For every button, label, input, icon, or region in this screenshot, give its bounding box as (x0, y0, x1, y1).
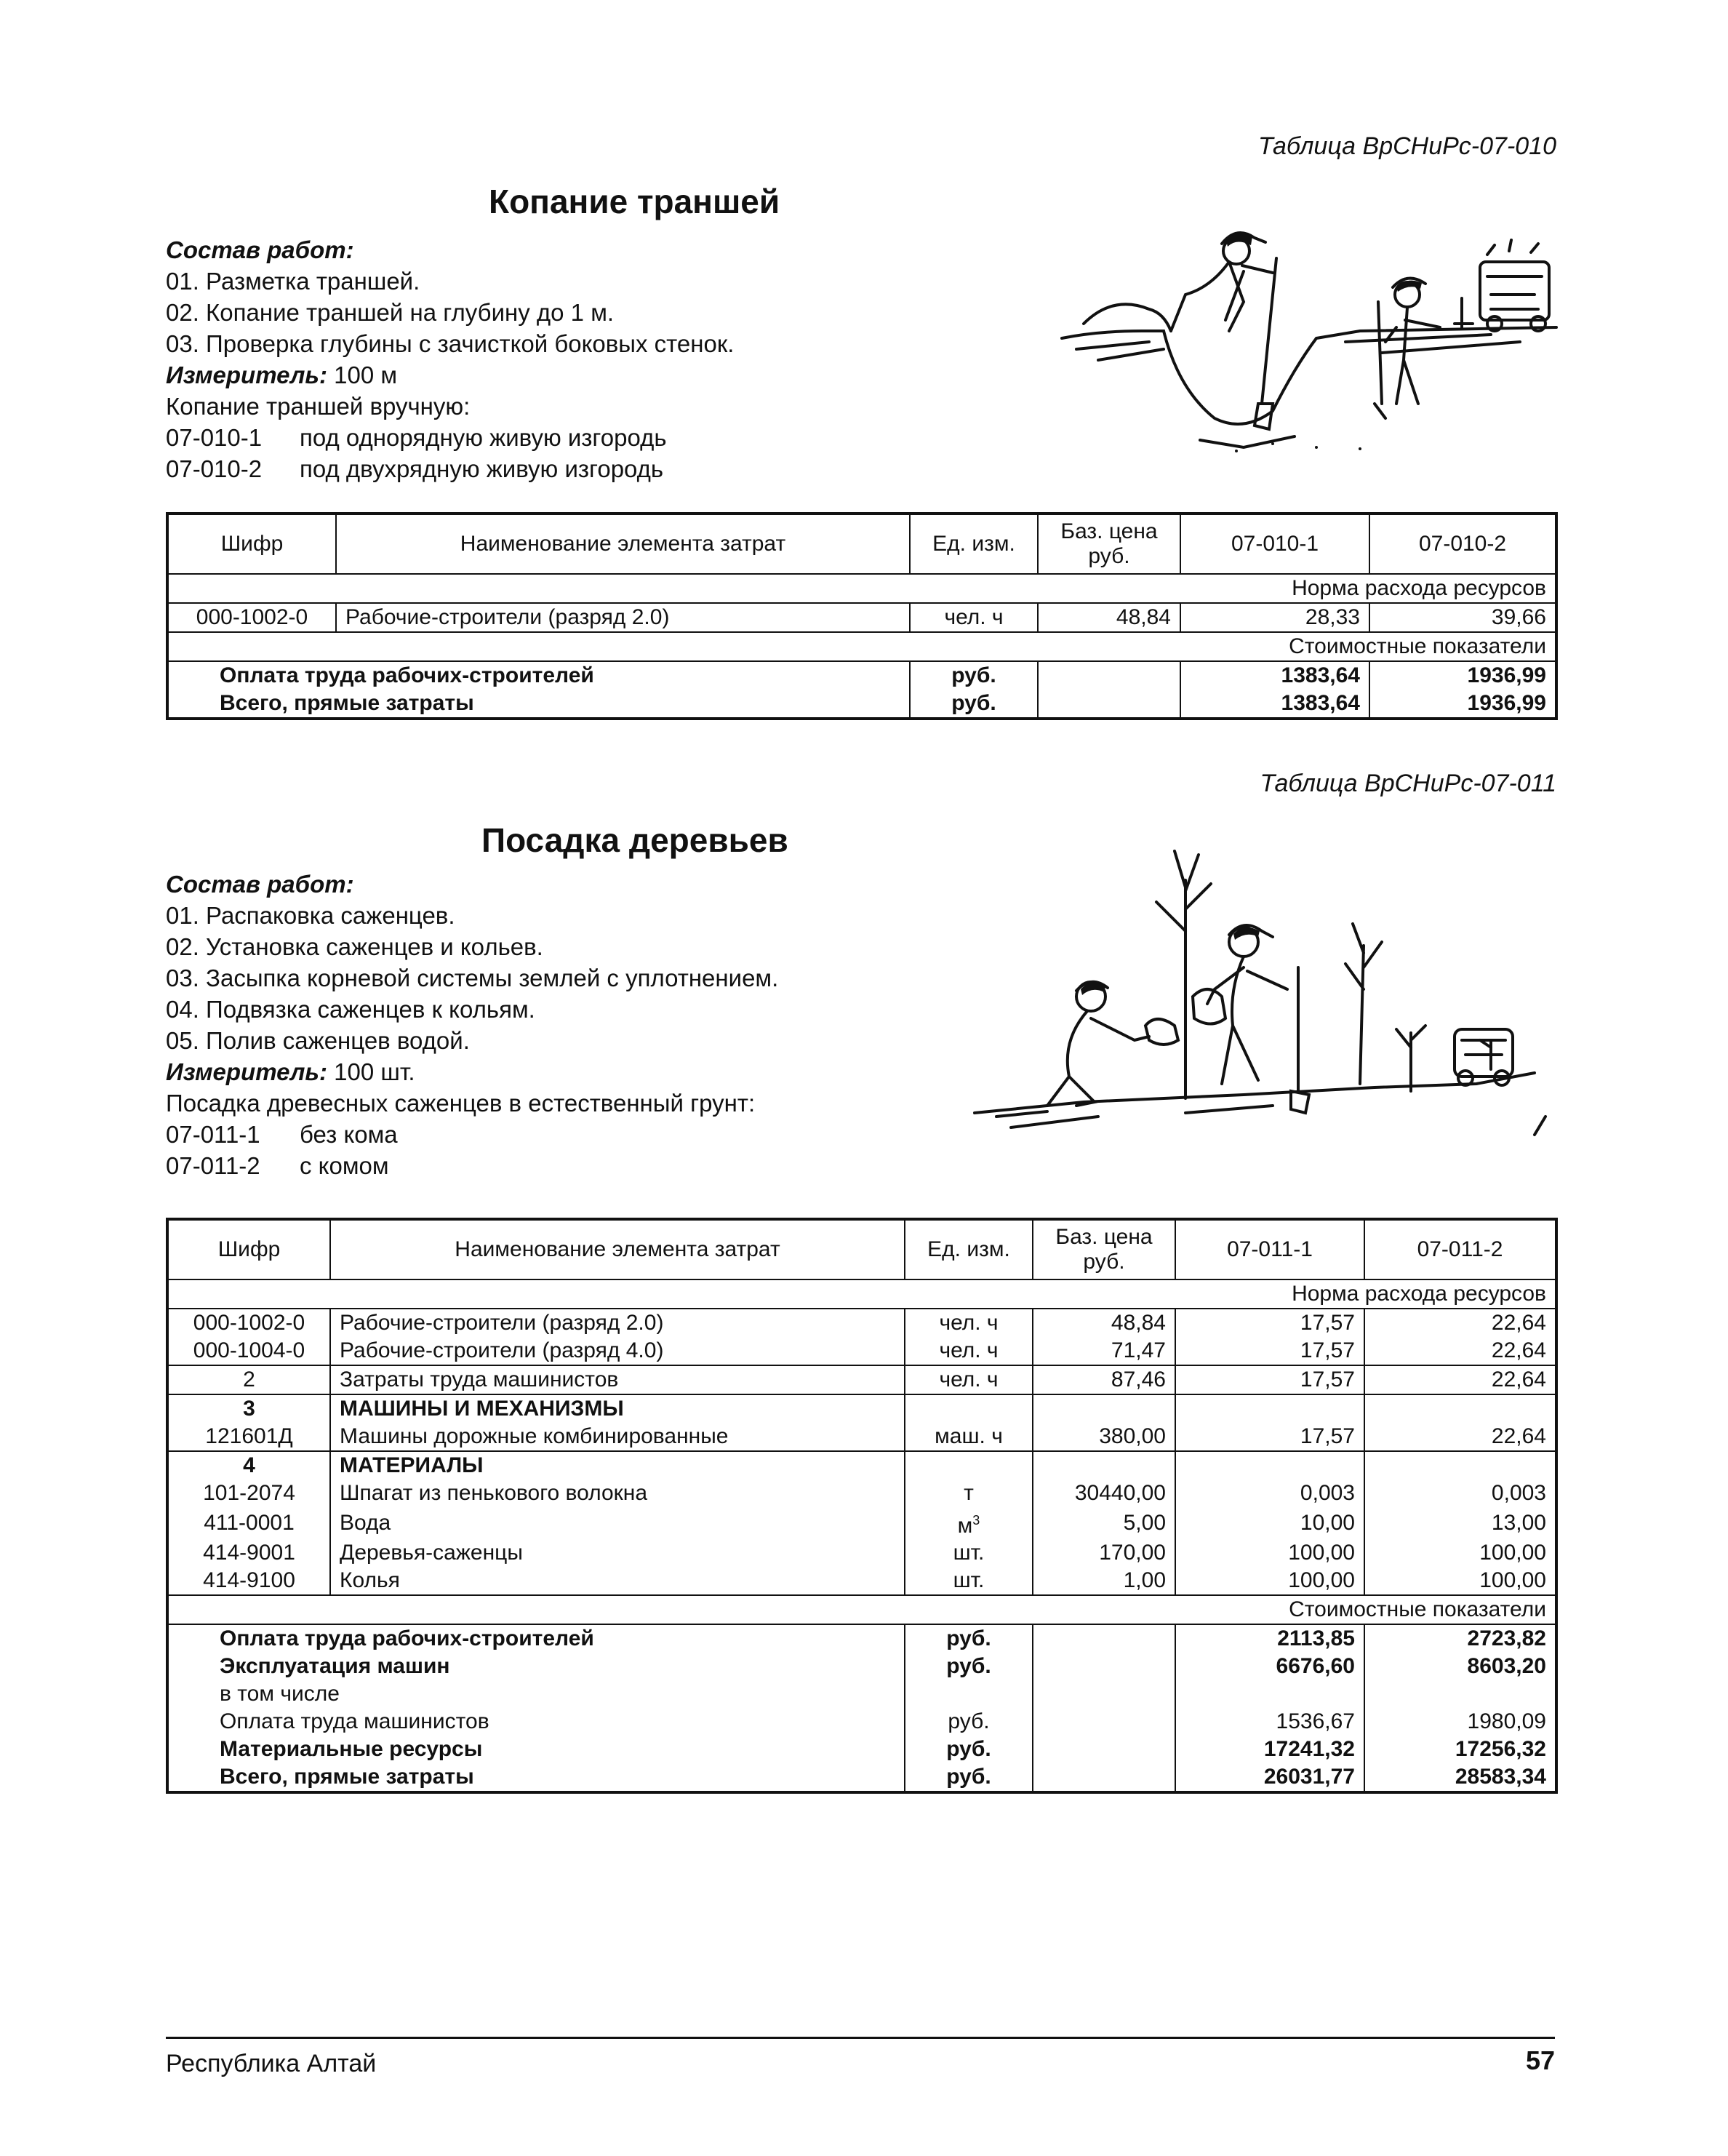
measure-value: 100 м (327, 362, 398, 388)
total-name: Эксплуатация машин (167, 1653, 905, 1680)
row-unit: $м^3$ (905, 1507, 1033, 1539)
row-name: Рабочие-строители (разряд 2.0) (336, 603, 910, 632)
header-price: Баз. цена руб. (1033, 1219, 1175, 1279)
table-header-row (167, 514, 1556, 574)
total-name: Оплата труда рабочих-строителей (167, 1624, 905, 1653)
measure-label: Измеритель: (166, 362, 327, 388)
work-item: 04. Подвязка саженцев к кольям. (166, 996, 535, 1023)
row-code: 2 (167, 1365, 330, 1394)
row-price (1033, 1451, 1175, 1480)
total-price (1033, 1736, 1175, 1763)
total-price (1033, 1763, 1175, 1792)
header-unit: Ед. изм. (905, 1219, 1033, 1279)
section-title: Посадка деревьев (481, 821, 788, 859)
total-row (167, 661, 1556, 690)
section-row-norm (167, 1279, 1556, 1309)
works-heading: Состав работ: (166, 236, 354, 263)
variant-desc: с комом (300, 1152, 389, 1179)
section-label: Стоимостные показатели (167, 1595, 1556, 1624)
row-price: 30440,00 (1033, 1480, 1175, 1507)
method-line: Копание траншей вручную: (166, 393, 471, 420)
total-row (167, 1624, 1556, 1653)
row-value-1 (1175, 1394, 1364, 1423)
row-code: 414-9001 (167, 1539, 330, 1567)
tree-planting-illustration (967, 822, 1564, 1142)
work-item: 03. Засыпка корневой системы землей с уплотнением. (166, 965, 779, 991)
total-name: в том числе (167, 1680, 905, 1708)
row-value-2: 0,003 (1364, 1480, 1556, 1507)
row-price: 87,46 (1033, 1365, 1175, 1394)
variant-code: 07-010-2 (166, 455, 263, 482)
header-variant-1: 07-010-1 (1180, 514, 1369, 574)
work-description (166, 869, 778, 1181)
row-name: Вода (330, 1507, 905, 1539)
total-value-1: 26031,77 (1175, 1763, 1364, 1792)
header-variant-2: 07-011-2 (1364, 1219, 1556, 1279)
row-unit: маш. ч (905, 1423, 1033, 1451)
footer-region: Республика Алтай (166, 2050, 377, 2077)
work-item: 02. Установка саженцев и кольев. (166, 933, 543, 960)
variant-desc: без кома (300, 1121, 398, 1148)
variant-line (166, 1150, 778, 1181)
row-name: Машины дорожные комбинированные (330, 1423, 905, 1451)
measure-line (166, 359, 734, 391)
header-variant-1: 07-011-1 (1175, 1219, 1364, 1279)
row-code: 121601Д (167, 1423, 330, 1451)
row-price: 1,00 (1033, 1567, 1175, 1595)
row-value-2: 100,00 (1364, 1567, 1556, 1595)
total-price (1033, 1653, 1175, 1680)
measure-label: Измеритель: (166, 1058, 327, 1085)
total-price (1038, 661, 1180, 690)
row-value-2: 22,64 (1364, 1423, 1556, 1451)
table-row (167, 1539, 1556, 1567)
row-value-1: 17,57 (1175, 1337, 1364, 1365)
variant-desc: под однорядную живую изгородь (300, 424, 667, 451)
work-item: 01. Разметка траншей. (166, 268, 420, 295)
row-name: МАТЕРИАЛЫ (330, 1451, 905, 1480)
total-unit: руб. (905, 1736, 1033, 1763)
variant-line (166, 453, 734, 484)
row-unit: чел. ч (905, 1365, 1033, 1394)
measure-line (166, 1056, 778, 1087)
table-group-row (167, 1394, 1556, 1423)
row-unit (905, 1394, 1033, 1423)
row-value-1: 28,33 (1180, 603, 1369, 632)
table-row (167, 603, 1556, 632)
table-row (167, 1309, 1556, 1337)
total-row (167, 1680, 1556, 1708)
row-name: Колья (330, 1567, 905, 1595)
row-name: Шпагат из пенькового волокна (330, 1480, 905, 1507)
total-value-1: 1383,64 (1180, 661, 1369, 690)
total-value-1: 6676,60 (1175, 1653, 1364, 1680)
total-name: Оплата труда рабочих-строителей (167, 661, 910, 690)
row-value-1 (1175, 1451, 1364, 1480)
total-unit: руб. (905, 1624, 1033, 1653)
total-value-2: 8603,20 (1364, 1653, 1556, 1680)
variant-line (166, 422, 734, 453)
total-unit (905, 1680, 1033, 1708)
section-row-cost (167, 1595, 1556, 1624)
variant-desc: под двухрядную живую изгородь (300, 455, 664, 482)
row-unit: чел. ч (910, 603, 1038, 632)
row-code: 4 (167, 1451, 330, 1480)
table-row (167, 1423, 1556, 1451)
total-row (167, 690, 1556, 719)
row-name: МАШИНЫ И МЕХАНИЗМЫ (330, 1394, 905, 1423)
total-name: Оплата труда машинистов (167, 1708, 905, 1736)
table-label: Таблица ВрСНиРс-07-011 (1260, 770, 1556, 797)
row-unit (905, 1451, 1033, 1480)
total-price (1033, 1624, 1175, 1653)
row-unit: чел. ч (905, 1309, 1033, 1337)
total-name: Всего, прямые затраты (167, 1763, 905, 1792)
row-price: 5,00 (1033, 1507, 1175, 1539)
section-row-norm (167, 574, 1556, 603)
row-value-1: 0,003 (1175, 1480, 1364, 1507)
total-unit: руб. (910, 661, 1038, 690)
row-name: Затраты труда машинистов (330, 1365, 905, 1394)
row-price (1033, 1394, 1175, 1423)
variant-code: 07-010-1 (166, 424, 263, 451)
row-value-1: 17,57 (1175, 1365, 1364, 1394)
row-code: 000-1002-0 (167, 603, 336, 632)
row-value-2 (1364, 1451, 1556, 1480)
work-item: 05. Полив саженцев водой. (166, 1027, 470, 1054)
works-heading: Состав работ: (166, 871, 354, 898)
measure-value: 100 шт. (327, 1058, 415, 1085)
total-value-1: 1383,64 (1180, 690, 1369, 719)
cost-table (166, 512, 1558, 720)
work-item: 01. Распаковка саженцев. (166, 902, 455, 929)
total-value-2: 2723,82 (1364, 1624, 1556, 1653)
variant-code: 07-011-2 (166, 1152, 260, 1179)
total-value-1: 1536,67 (1175, 1708, 1364, 1736)
total-name: Материальные ресурсы (167, 1736, 905, 1763)
row-value-2: 13,00 (1364, 1507, 1556, 1539)
row-value-2: 22,64 (1364, 1365, 1556, 1394)
row-unit: шт. (905, 1567, 1033, 1595)
total-unit: руб. (905, 1708, 1033, 1736)
row-unit: т (905, 1480, 1033, 1507)
section-label: Стоимостные показатели (167, 632, 1556, 661)
cost-table (166, 1218, 1558, 1794)
table-header-row (167, 1219, 1556, 1279)
row-code: 3 (167, 1394, 330, 1423)
row-price: 380,00 (1033, 1423, 1175, 1451)
work-item: 03. Проверка глубины с зачисткой боковых стенок. (166, 330, 735, 357)
table-row (167, 1507, 1556, 1539)
row-value-2: 22,64 (1364, 1309, 1556, 1337)
section-label: Норма расхода ресурсов (167, 574, 1556, 603)
total-row (167, 1763, 1556, 1792)
variant-code: 07-011-1 (166, 1121, 260, 1148)
table-row (167, 1480, 1556, 1507)
header-code: Шифр (167, 514, 336, 574)
row-code: 000-1002-0 (167, 1309, 330, 1337)
row-name: Рабочие-строители (разряд 2.0) (330, 1309, 905, 1337)
total-unit: руб. (905, 1653, 1033, 1680)
row-value-1: 100,00 (1175, 1539, 1364, 1567)
trench-digging-illustration (1055, 185, 1564, 462)
row-value-2: 39,66 (1369, 603, 1556, 632)
row-code: 000-1004-0 (167, 1337, 330, 1365)
row-value-1: 10,00 (1175, 1507, 1364, 1539)
total-value-2: 17256,32 (1364, 1736, 1556, 1763)
header-name: Наименование элемента затрат (330, 1219, 905, 1279)
header-price: Баз. цена руб. (1038, 514, 1180, 574)
row-value-2: 100,00 (1364, 1539, 1556, 1567)
row-value-1: 100,00 (1175, 1567, 1364, 1595)
header-unit: Ед. изм. (910, 514, 1038, 574)
total-name: Всего, прямые затраты (167, 690, 910, 719)
total-row (167, 1708, 1556, 1736)
total-price (1038, 690, 1180, 719)
row-code: 101-2074 (167, 1480, 330, 1507)
total-row (167, 1736, 1556, 1763)
table-row (167, 1365, 1556, 1394)
total-value-1: 2113,85 (1175, 1624, 1364, 1653)
variant-line (166, 1119, 778, 1150)
row-value-1: 17,57 (1175, 1309, 1364, 1337)
total-value-2: 28583,34 (1364, 1763, 1556, 1792)
total-value-2: 1980,09 (1364, 1708, 1556, 1736)
work-item: 02. Копание траншей на глубину до 1 м. (166, 299, 615, 326)
row-price: 48,84 (1033, 1309, 1175, 1337)
total-price (1033, 1708, 1175, 1736)
page-number: 57 (1525, 2045, 1555, 2075)
footer-divider (166, 2037, 1555, 2039)
method-line: Посадка древесных саженцев в естественный грунт: (166, 1090, 756, 1117)
row-price: 170,00 (1033, 1539, 1175, 1567)
row-price: 71,47 (1033, 1337, 1175, 1365)
row-value-1: 17,57 (1175, 1423, 1364, 1451)
row-value-2 (1364, 1394, 1556, 1423)
row-code: 411-0001 (167, 1507, 330, 1539)
section-label: Норма расхода ресурсов (167, 1279, 1556, 1309)
header-variant-2: 07-010-2 (1369, 514, 1556, 574)
total-unit: руб. (905, 1763, 1033, 1792)
total-value-2 (1364, 1680, 1556, 1708)
row-value-2: 22,64 (1364, 1337, 1556, 1365)
total-value-1 (1175, 1680, 1364, 1708)
unit-superscript: 3 (972, 1513, 980, 1528)
table-group-row (167, 1451, 1556, 1480)
row-name: Рабочие-строители (разряд 4.0) (330, 1337, 905, 1365)
total-value-2: 1936,99 (1369, 690, 1556, 719)
total-row (167, 1653, 1556, 1680)
total-value-1: 17241,32 (1175, 1736, 1364, 1763)
table-row (167, 1337, 1556, 1365)
work-description (166, 234, 734, 484)
row-price: 48,84 (1038, 603, 1180, 632)
total-price (1033, 1680, 1175, 1708)
header-code: Шифр (167, 1219, 330, 1279)
section-row-cost (167, 632, 1556, 661)
section-title: Копание траншей (489, 183, 780, 220)
row-name: Деревья-саженцы (330, 1539, 905, 1567)
total-unit: руб. (910, 690, 1038, 719)
header-name: Наименование элемента затрат (336, 514, 910, 574)
row-unit: шт. (905, 1539, 1033, 1567)
table-label: Таблица ВрСНиРс-07-010 (1257, 132, 1556, 160)
row-code: 414-9100 (167, 1567, 330, 1595)
total-value-2: 1936,99 (1369, 661, 1556, 690)
row-unit: чел. ч (905, 1337, 1033, 1365)
table-row (167, 1567, 1556, 1595)
